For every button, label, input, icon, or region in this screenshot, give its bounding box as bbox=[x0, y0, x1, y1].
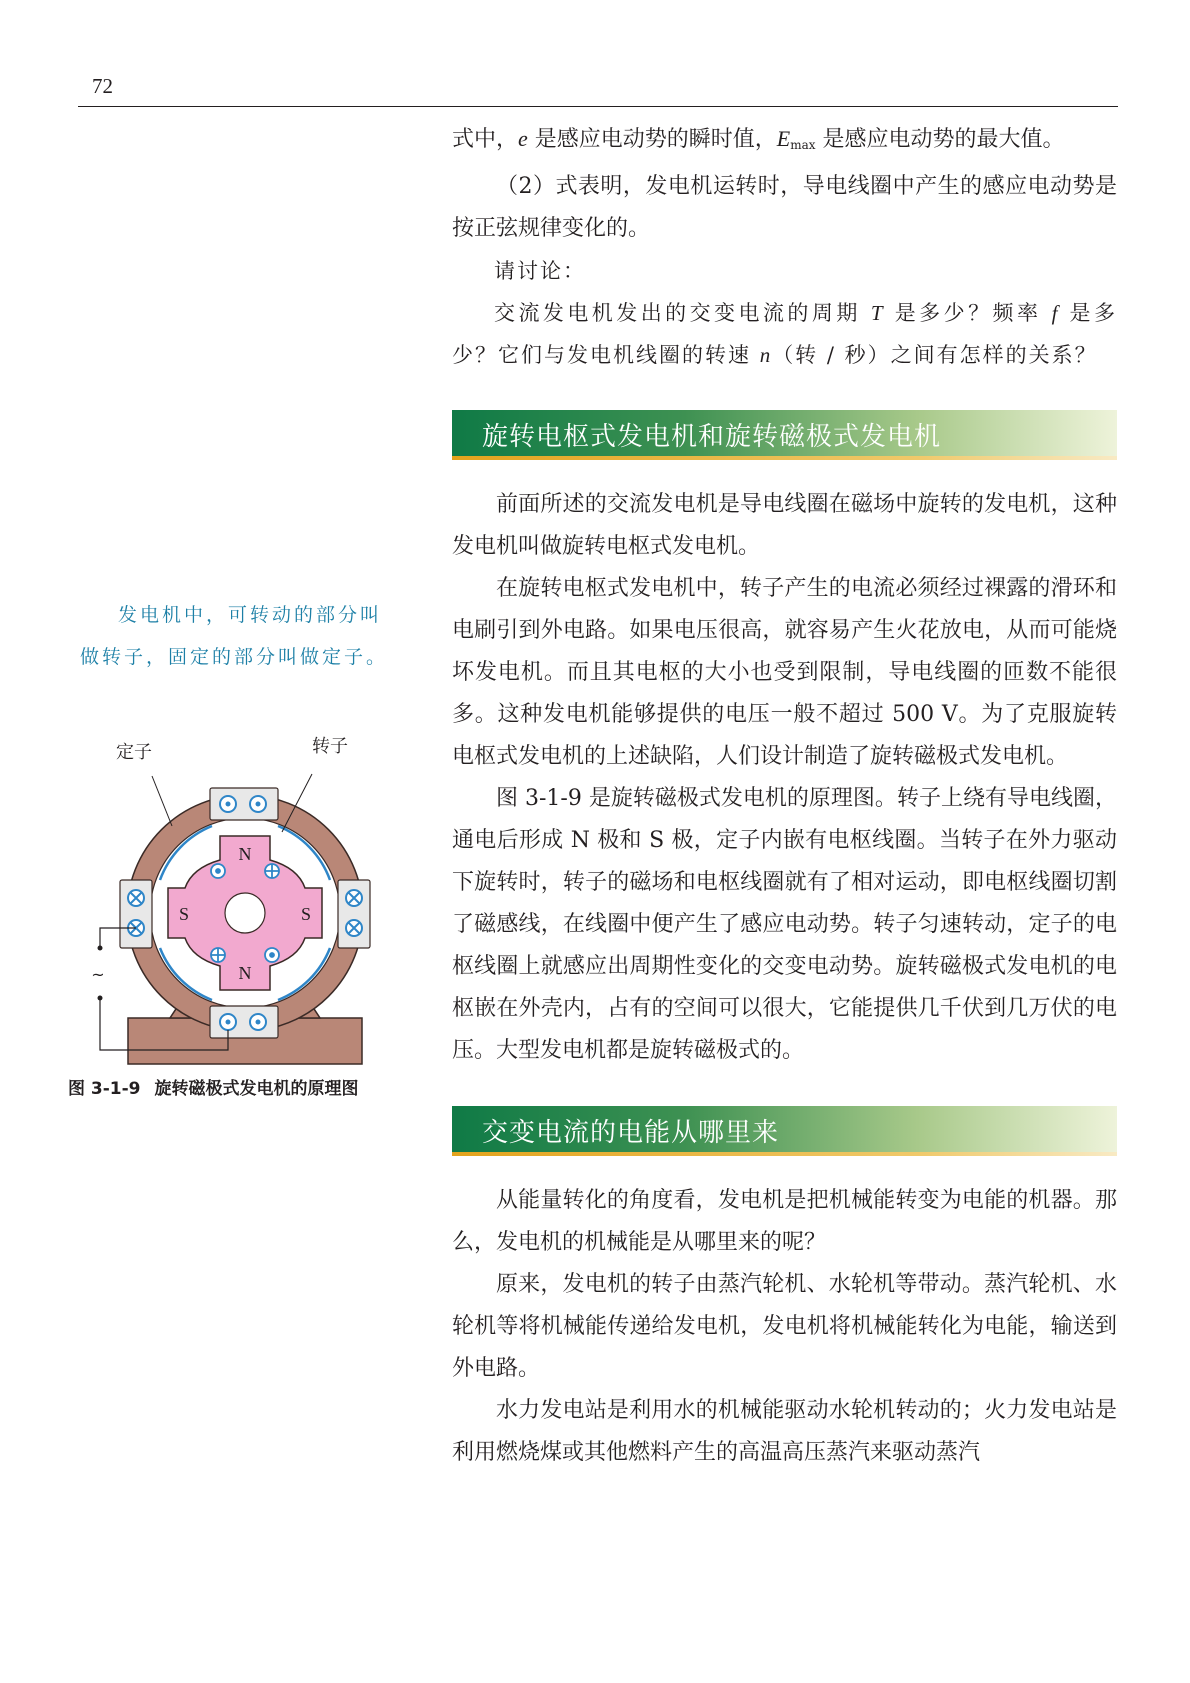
label-rotor: 转子 bbox=[312, 736, 348, 757]
section2-paragraph-3: 水力发电站是利用水的机械能驱动水轮机转动的；火力发电站是利用燃烧煤或其他燃料产生的高温高压蒸汽来驱动蒸汽 bbox=[452, 1398, 1117, 1465]
section1-paragraph-1: 前面所述的交流发电机是导电线圈在磁场中旋转的发电机，这种发电机叫做旋转电枢式发电机。 bbox=[452, 492, 1117, 559]
pole-s-left: S bbox=[178, 904, 190, 924]
section-heading-2 bbox=[452, 1106, 1117, 1152]
intro-paragraph-2: （2）式表明，发电机运转时，导电线圈中产生的感应电动势是按正弦规律变化的。 bbox=[452, 174, 1117, 241]
section1-paragraph-2: 在旋转电枢式发电机中，转子产生的电流必须经过裸露的滑环和电刷引到外电路。如果电压很高，就容易产生火花放电，从而可能烧坏发电机。而且其电枢的大小也受到限制，导电线圈的匝数不能很多。这种发电机能够提供的电压一般不超过 500 V。为了克服旋转电枢式发电机的上述缺陷，人们设计制造了旋转磁极式发电机。 bbox=[452, 576, 1117, 769]
var-f: f bbox=[1051, 301, 1060, 325]
header-rule bbox=[78, 106, 1118, 107]
intro-paragraph-1 bbox=[452, 118, 1117, 166]
margin-note: 发电机中，可转动的部分叫做转子，固定的部分叫做定子。 bbox=[80, 604, 389, 668]
section1-paragraph-3: 图 3-1-9 是旋转磁极式发电机的原理图。转子上绕有导电线圈，通电后形成 N 极和 S 极，定子内嵌有电枢线圈。当转子在外力驱动下旋转时，转子的磁场和电枢线圈就有了相对运动，即电枢线圈切割了磁感线，在线圈中便产生了感应电动势。转子匀速转动，定子的电枢线圈上就感应出周期性变化的交变电动势。旋转磁极式发电机的电枢嵌在外壳内，占有的空间可以很大，它能提供几千伏到几万伏的电压。大型发电机都是旋转磁极式的。 bbox=[452, 786, 1117, 1063]
terminal bbox=[98, 946, 103, 951]
text: 是感应电动势的瞬时值， bbox=[527, 127, 777, 152]
terminal bbox=[98, 996, 103, 1001]
discuss-label: 请讨论： bbox=[494, 259, 586, 283]
var-n: n bbox=[759, 343, 773, 367]
pole-s-right: S bbox=[300, 904, 312, 924]
generator-svg bbox=[91, 768, 400, 1068]
text: 是多少？频率 bbox=[884, 301, 1052, 325]
text: 交流发电机发出的交变电流的周期 bbox=[494, 301, 871, 325]
section-title: 交变电流的电能从哪里来 bbox=[482, 1118, 780, 1148]
pole-n-bottom: N bbox=[238, 963, 252, 983]
var-e: e bbox=[518, 126, 528, 151]
section2-paragraph-2: 原来，发电机的转子由蒸汽轮机、水轮机等带动。蒸汽轮机、水轮机等将机械能传递给发电机，发电机将机械能转化为电能，输送到外电路。 bbox=[452, 1272, 1117, 1381]
text: （转 / 秒）之间有怎样的关系？ bbox=[772, 343, 1098, 367]
discuss-question bbox=[452, 292, 1117, 376]
label-stator: 定子 bbox=[116, 742, 152, 763]
page-number: 72 bbox=[92, 74, 113, 98]
section-heading-1 bbox=[452, 410, 1117, 456]
figure-caption bbox=[68, 1074, 428, 1099]
text: 是多少？它们与发电机线圈的转速 bbox=[452, 301, 1117, 367]
subscript-max: max bbox=[790, 138, 816, 152]
main-column bbox=[452, 118, 1117, 1474]
text: 是感应电动势的最大值。 bbox=[815, 127, 1065, 152]
rotor-shaft bbox=[225, 893, 265, 933]
caption-text: 旋转磁极式发电机的原理图 bbox=[154, 1079, 359, 1099]
caption-number: 图 3-1-9 bbox=[68, 1079, 141, 1099]
generator-diagram bbox=[91, 736, 400, 1068]
var-e-max: E bbox=[776, 126, 791, 151]
var-t: T bbox=[870, 301, 885, 325]
text: 式中， bbox=[452, 127, 519, 152]
pole-n-top: N bbox=[238, 844, 252, 864]
ac-symbol: ~ bbox=[91, 965, 105, 984]
stator-leader bbox=[152, 776, 172, 826]
section-title: 旋转电枢式发电机和旋转磁极式发电机 bbox=[482, 422, 942, 452]
section2-paragraph-1: 从能量转化的角度看，发电机是把机械能转变为电能的机器。那么，发电机的机械能是从哪里来的呢？ bbox=[452, 1188, 1117, 1255]
